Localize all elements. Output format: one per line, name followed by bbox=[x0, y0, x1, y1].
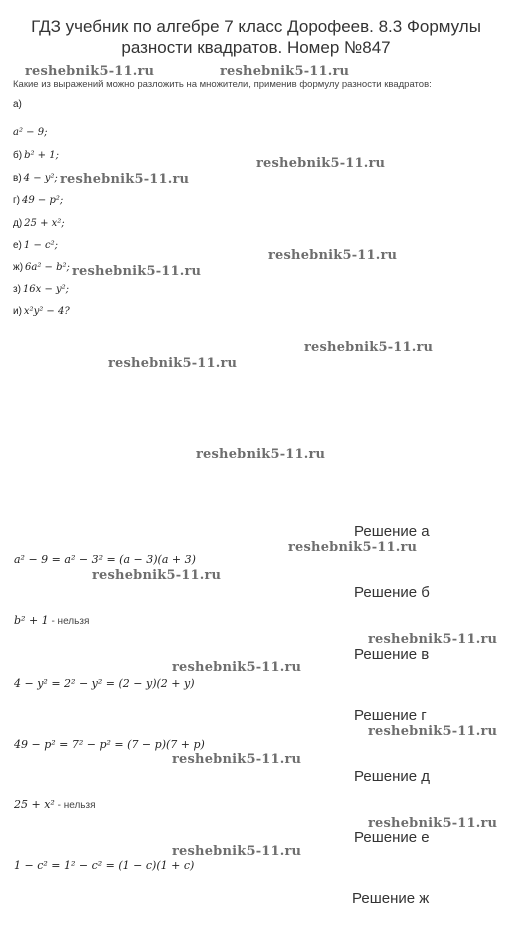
list-item bbox=[13, 99, 24, 110]
solution-note: - нельзя bbox=[54, 800, 96, 811]
item-expression: 6a² − b²; bbox=[25, 262, 70, 273]
watermark: reshebnik5-11.ru bbox=[196, 447, 326, 462]
solution-heading: Решение б bbox=[354, 584, 430, 601]
watermark: reshebnik5-11.ru bbox=[368, 816, 498, 831]
list-item bbox=[13, 150, 59, 161]
watermark: reshebnik5-11.ru bbox=[108, 356, 238, 371]
watermark: reshebnik5-11.ru bbox=[220, 64, 350, 79]
item-label: е) bbox=[13, 240, 22, 251]
watermark: reshebnik5-11.ru bbox=[25, 64, 155, 79]
item-expression: 25 + x²; bbox=[24, 218, 65, 229]
watermark: reshebnik5-11.ru bbox=[268, 248, 398, 263]
watermark: reshebnik5-11.ru bbox=[256, 156, 386, 171]
watermark: reshebnik5-11.ru bbox=[92, 568, 222, 583]
item-expression: a² − 9; bbox=[13, 127, 48, 138]
solution-line: 4 − y² = 2² − y² = (2 − y)(2 + y) bbox=[14, 677, 195, 690]
item-label: г) bbox=[13, 195, 20, 206]
solution-heading: Решение а bbox=[354, 523, 430, 540]
item-label: и) bbox=[13, 306, 22, 317]
solution-heading: Решение е bbox=[354, 829, 430, 846]
watermark: reshebnik5-11.ru bbox=[172, 752, 302, 767]
solution-line: 25 + x² - нельзя bbox=[14, 798, 96, 811]
item-expression: 1 − c²; bbox=[23, 240, 58, 251]
watermark: reshebnik5-11.ru bbox=[172, 844, 302, 859]
item-label: б) bbox=[13, 150, 23, 161]
solution-line: 49 − p² = 7² − p² = (7 − p)(7 + p) bbox=[14, 738, 205, 751]
list-item bbox=[13, 284, 69, 295]
item-label: д) bbox=[13, 218, 23, 229]
question-text: Какие из выражений можно разложить на множители, применив формулу разности квадратов: bbox=[13, 79, 432, 90]
solution-line: b² + 1 - нельзя bbox=[14, 614, 90, 627]
item-label: ж) bbox=[13, 262, 24, 273]
list-item bbox=[13, 218, 65, 229]
item-expression: 49 − p²; bbox=[21, 195, 64, 206]
list-item bbox=[13, 240, 58, 251]
solution-heading: Решение в bbox=[354, 646, 430, 663]
solution-heading: Решение г bbox=[354, 707, 427, 724]
list-item bbox=[13, 262, 70, 273]
item-label: а) bbox=[13, 99, 22, 110]
solution-line: a² − 9 = a² − 3² = (a − 3)(a + 3) bbox=[14, 553, 196, 566]
list-item bbox=[13, 306, 70, 317]
solution-note: - нельзя bbox=[48, 616, 90, 627]
list-item bbox=[13, 127, 47, 138]
watermark: reshebnik5-11.ru bbox=[368, 632, 498, 647]
item-expression: 4 − y²; bbox=[23, 173, 58, 184]
solution-heading: Решение ж bbox=[352, 890, 430, 907]
watermark: reshebnik5-11.ru bbox=[288, 540, 418, 555]
solution-line: 1 − c² = 1² − c² = (1 − c)(1 + c) bbox=[14, 859, 195, 872]
watermark: reshebnik5-11.ru bbox=[368, 724, 498, 739]
solution-heading: Решение д bbox=[354, 768, 430, 785]
item-label: з) bbox=[13, 284, 21, 295]
list-item bbox=[13, 195, 63, 206]
item-label: в) bbox=[13, 173, 22, 184]
list-item bbox=[13, 173, 58, 184]
watermark: reshebnik5-11.ru bbox=[172, 660, 302, 675]
watermark: reshebnik5-11.ru bbox=[304, 340, 434, 355]
item-expression: b² + 1; bbox=[24, 150, 59, 161]
item-expression: x²y² − 4? bbox=[23, 306, 70, 317]
watermark: reshebnik5-11.ru bbox=[72, 264, 202, 279]
page-title: ГДЗ учебник по алгебре 7 класс Дорофеев. 8.3 Формулы разности квадратов. Номер №847 bbox=[31, 17, 481, 57]
item-expression: 16x − y²; bbox=[22, 284, 70, 295]
watermark: reshebnik5-11.ru bbox=[60, 172, 190, 187]
